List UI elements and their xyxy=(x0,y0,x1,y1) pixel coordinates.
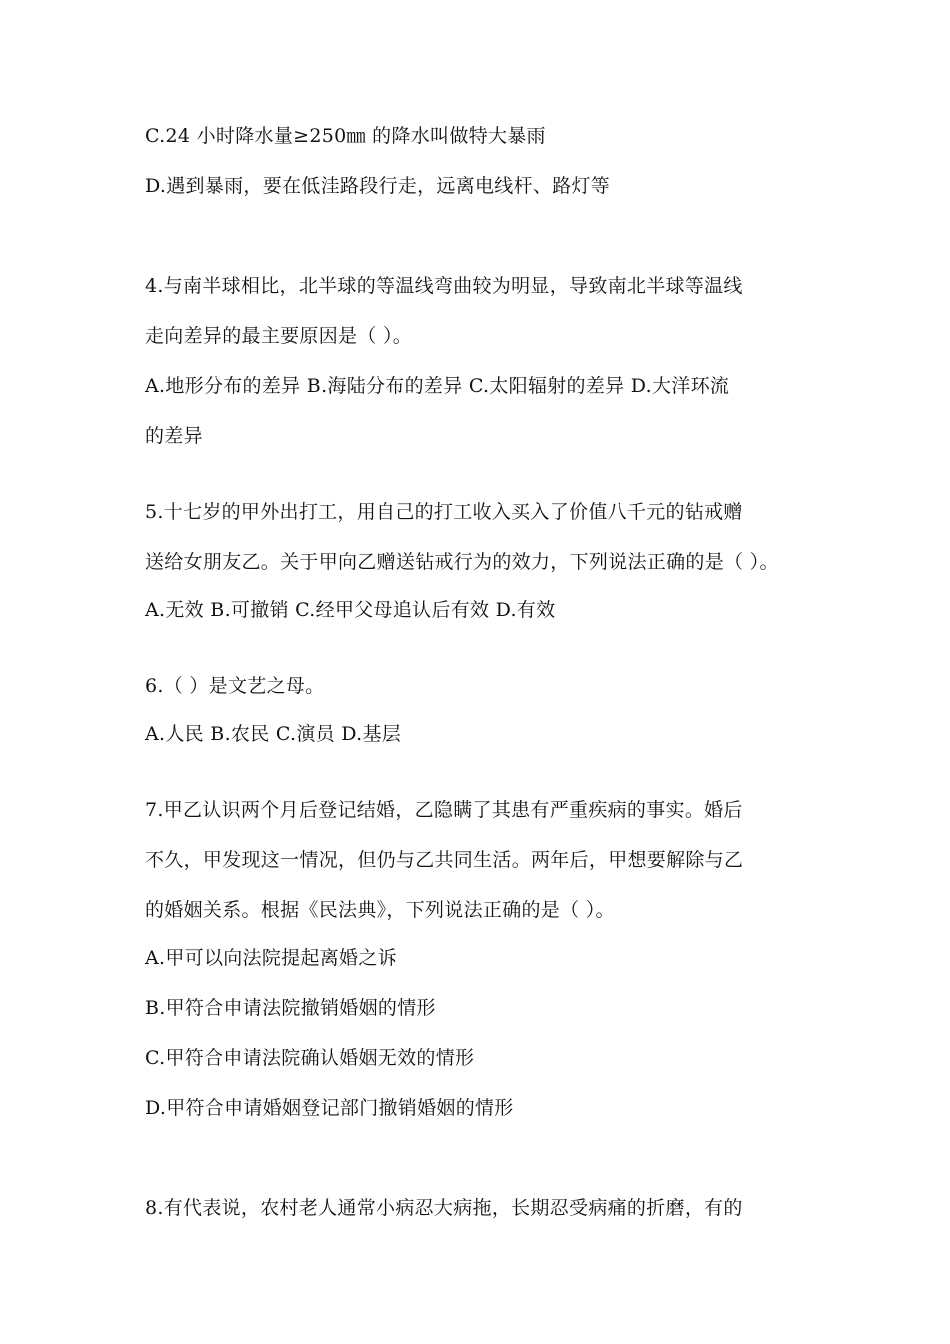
q6-options: A.人民 B.农民 C.演员 D.基层 xyxy=(145,723,402,745)
q4-options-line-1: A.地形分布的差异 B.海陆分布的差异 C.太阳辐射的差异 D.大洋环流 xyxy=(145,375,730,397)
q5-stem-line-1: 5.十七岁的甲外出打工，用自己的打工收入买入了价值八千元的钻戒赠 xyxy=(145,501,743,523)
q7-stem-line-1: 7.甲乙认识两个月后登记结婚，乙隐瞒了其患有严重疾病的事实。婚后 xyxy=(145,799,743,821)
q3-option-c: C.24 小时降水量≥250㎜ 的降水叫做特大暴雨 xyxy=(145,125,546,147)
q7-option-b: B.甲符合申请法院撤销婚姻的情形 xyxy=(145,997,436,1019)
q6-stem: 6.（ ）是文艺之母。 xyxy=(145,675,325,697)
q7-option-a: A.甲可以向法院提起离婚之诉 xyxy=(145,947,397,969)
q8-stem-line-1: 8.有代表说，农村老人通常小病忍大病拖，长期忍受病痛的折磨，有的 xyxy=(145,1197,743,1219)
q7-option-c: C.甲符合申请法院确认婚姻无效的情形 xyxy=(145,1047,475,1069)
q3-option-d: D.遇到暴雨，要在低洼路段行走，远离电线杆、路灯等 xyxy=(145,175,611,197)
q7-stem-line-2: 不久，甲发现这一情况，但仍与乙共同生活。两年后，甲想要解除与乙 xyxy=(145,849,744,871)
q5-stem-line-2: 送给女朋友乙。关于甲向乙赠送钻戒行为的效力，下列说法正确的是（ ）。 xyxy=(145,551,779,573)
q7-stem-line-3: 的婚姻关系。根据《民法典》，下列说法正确的是（ ）。 xyxy=(145,899,615,921)
q4-stem-line-2: 走向差异的最主要原因是（ ）。 xyxy=(145,325,413,347)
q4-options-line-2: 的差异 xyxy=(145,425,203,447)
q4-stem-line-1: 4.与南半球相比，北半球的等温线弯曲较为明显，导致南北半球等温线 xyxy=(145,275,743,297)
q5-options: A.无效 B.可撤销 C.经甲父母追认后有效 D.有效 xyxy=(145,599,556,621)
q7-option-d: D.甲符合申请婚姻登记部门撤销婚姻的情形 xyxy=(145,1097,514,1119)
